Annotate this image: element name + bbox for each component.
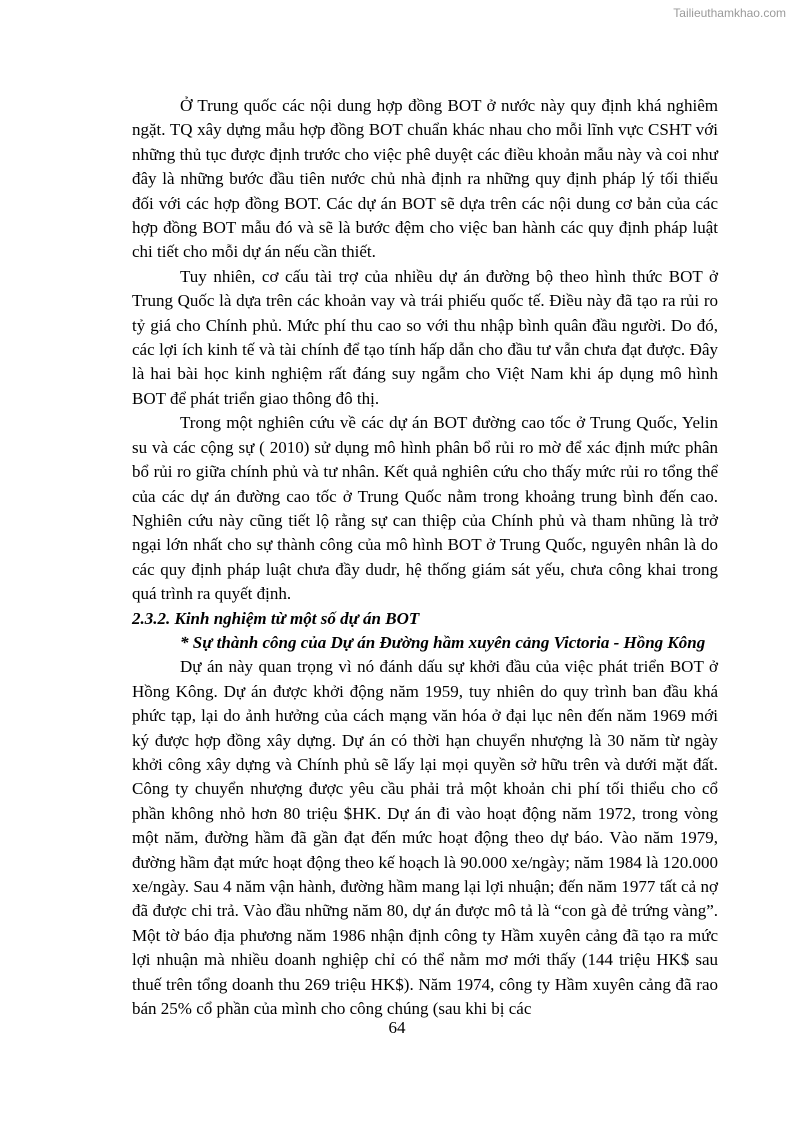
paragraph-risk-study: Trong một nghiên cứu về các dự án BOT đường cao tốc ở Trung Quốc, Yelin su và các cộng sự ( 2010) sử dụng mô hình phân bổ rủi ro mờ để xác định mức phân bổ rủi ro giữa chính phủ và tư nhân. Kết quả nghiên cứu cho thấy mức rủi ro tổng thể của các dự án đường cao tốc ở Trung Quốc nằm trong khoảng trung bình đến cao. Nghiên cứu này cũng tiết lộ rằng sự can thiệp của Chính phủ và tham nhũng là trở ngại lớn nhất cho sự thành công của mô hình BOT ở Trung Quốc, nguyên nhân là do các quy định pháp luật chưa đầy dudr, hệ thống giám sát yếu, chưa công khai trong quá trình ra quyết định. [132, 413, 718, 604]
paragraph-china-bot-contracts: Ở Trung quốc các nội dung hợp đồng BOT ở nước này quy định khá nghiêm ngặt. TQ xây dựng mẫu hợp đồng BOT chuẩn khác nhau cho mỗi lĩnh vực CSHT với những thủ tục được định trước cho việc phê duyệt các điều khoản mẫu này và coi như đây là những bước đầu tiên nước chủ nhà định ra những quy định pháp lý tối thiểu đối với các hợp đồng BOT. Các dự án BOT sẽ dựa trên các nội dung cơ bản của các hợp đồng BOT mẫu đó và sẽ là bước đệm cho việc ban hành các quy định pháp luật chi tiết cho mỗi dự án nếu cần thiết. [132, 96, 718, 262]
page-body [132, 94, 718, 1021]
subsection-heading: * Sự thành công của Dự án Đường hầm xuyên cảng Victoria - Hồng Kông [180, 632, 706, 652]
paragraph-victoria-tunnel: Dự án này quan trọng vì nó đánh dấu sự khởi đầu của việc phát triển BOT ở Hồng Kông. Dự án được khởi động năm 1959, tuy nhiên do quy trình ban đầu khá phức tạp, lại do ảnh hưởng của cách mạng văn hóa ở đại lục nên đến năm 1969 mới ký được hợp đồng xây dựng. Dự án có thời hạn chuyển nhượng là 30 năm từ ngày khởi công xây dựng và Chính phủ sẽ lấy lại mọi quyền sở hữu trên và dưới mặt đất. Công ty chuyển nhượng được yêu cầu phải trả một khoản chi phí tối thiểu cho cổ phần không nhỏ hơn 80 triệu $HK. Dự án đi vào hoạt động năm 1972, trong vòng một năm, đường hầm đã gần đạt đến mức hoạt động theo dự báo. Vào năm 1979, đường hầm đạt mức hoạt động theo kế hoạch là 90.000 xe/ngày; năm 1984 là 120.000 xe/ngày. Sau 4 năm vận hành, đường hầm mang lại lợi nhuận; đến năm 1977 tất cả nợ đã được chi trả. Vào đầu những năm 80, dự án được mô tả là “con gà đẻ trứng vàng”. Một tờ báo địa phương năm 1986 nhận định công ty Hầm xuyên cảng đã tạo ra mức lợi nhuận mà nhiều doanh nghiệp chỉ có thể nằm mơ mới thấy (144 triệu HK$ sau thuế trên tổng doanh thu 269 triệu HK$). Năm 1974, công ty Hầm xuyên cảng đã rao bán 25% cổ phần của mình cho công chúng (sau khi bị các [132, 657, 718, 1019]
watermark: Tailieuthamkhao.com [673, 6, 786, 20]
section-heading: 2.3.2. Kinh nghiệm từ một số dự án BOT [132, 608, 420, 628]
page-number: 64 [388, 1018, 406, 1037]
paragraph-financing-risk: Tuy nhiên, cơ cấu tài trợ của nhiều dự án đường bộ theo hình thức BOT ở Trung Quốc là dựa trên các khoản vay và trái phiếu quốc tế. Điều này đã tạo ra rủi ro tỷ giá cho Chính phủ. Mức phí thu cao so với thu nhập bình quân đầu người. Do đó, các lợi ích kinh tế và tài chính để tạo tính hấp dẫn cho đầu tư vẫn chưa đạt được. Đây là hai bài học kinh nghiệm rất đáng suy ngẫm cho Việt Nam khi áp dụng mô hình BOT để phát triển giao thông đô thị. [132, 266, 718, 408]
